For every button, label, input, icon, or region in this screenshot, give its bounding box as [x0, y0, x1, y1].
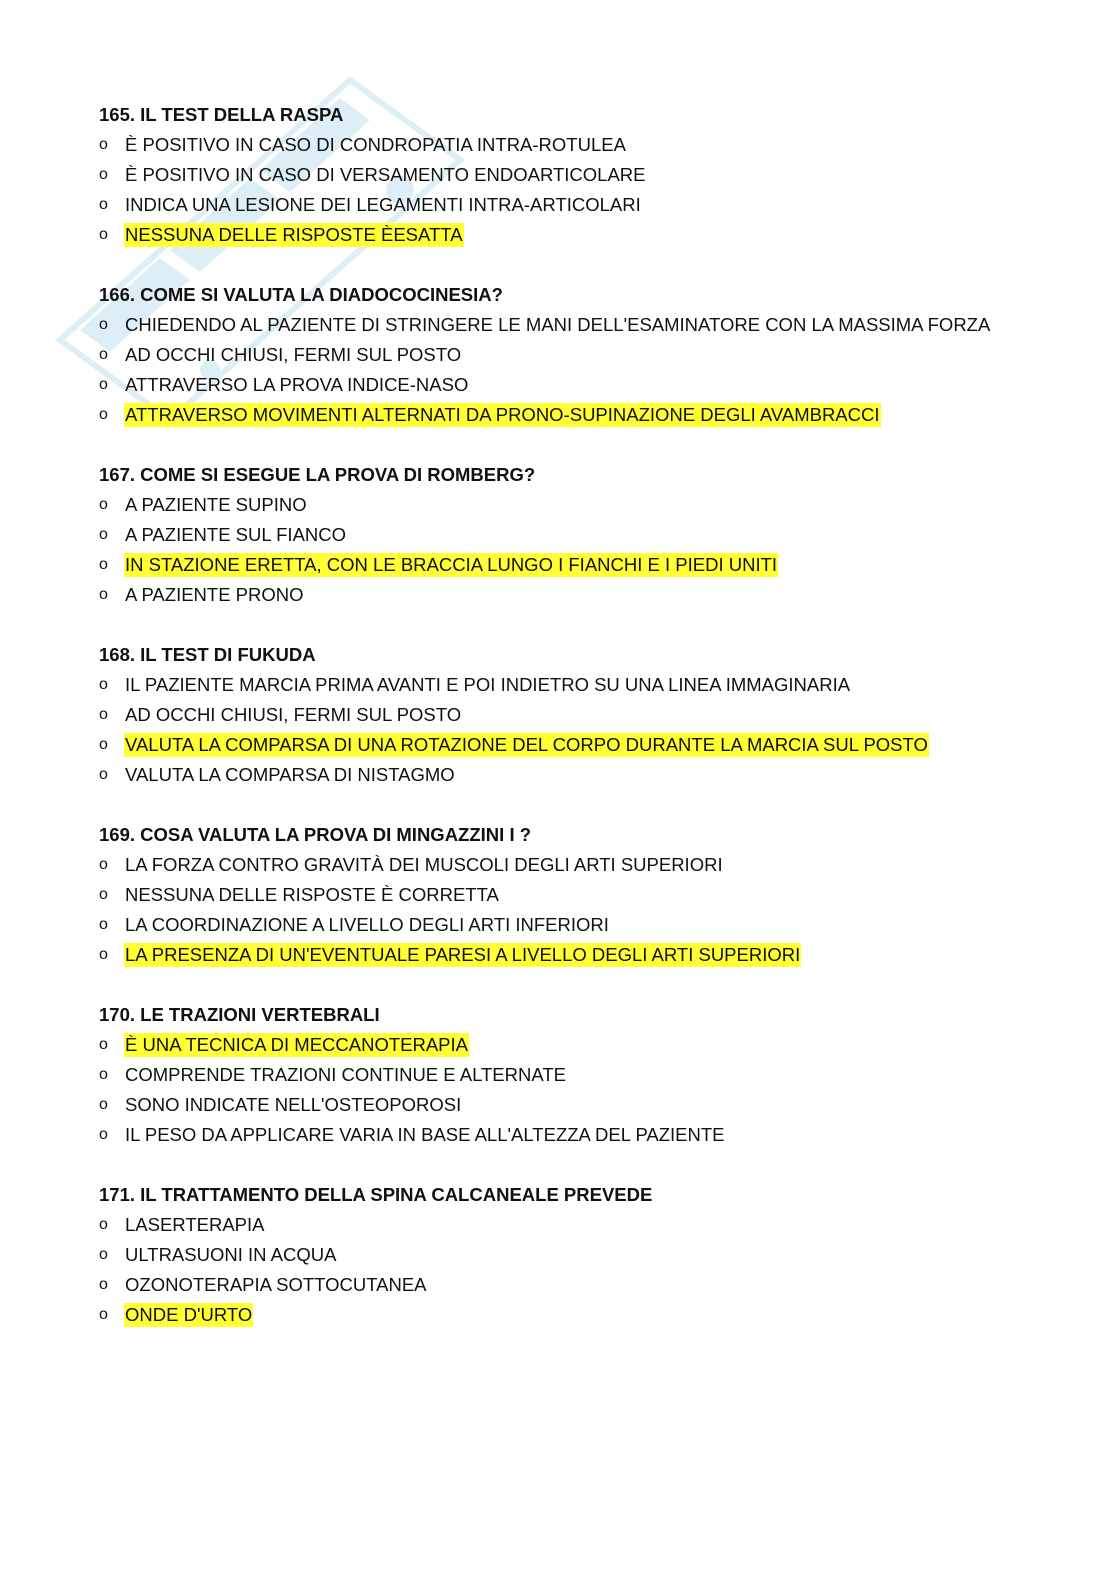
answer-option[interactable] — [99, 400, 1059, 430]
answer-text: IL PESO DA APPLICARE VARIA IN BASE ALL'ALTEZZA DEL PAZIENTE — [125, 1124, 725, 1145]
answer-text: A PAZIENTE PRONO — [125, 584, 304, 605]
answer-option[interactable] — [99, 1210, 1059, 1240]
answer-text: A PAZIENTE SUPINO — [125, 494, 307, 515]
question-title: 169. COSA VALUTA LA PROVA DI MINGAZZINI I ? — [99, 824, 532, 845]
answer-text: OZONOTERAPIA SOTTOCUTANEA — [125, 1274, 427, 1295]
circle-bullet-icon: o — [99, 136, 108, 153]
answer-text: È POSITIVO IN CASO DI VERSAMENTO ENDOARTICOLARE — [125, 164, 646, 185]
answer-option[interactable] — [99, 880, 1059, 910]
quiz-content — [99, 100, 1059, 1360]
question-block — [99, 460, 1059, 610]
circle-bullet-icon: o — [99, 736, 108, 753]
question-title: 165. IL TEST DELLA RASPA — [99, 104, 344, 125]
answer-text: ULTRASUONI IN ACQUA — [125, 1244, 337, 1265]
circle-bullet-icon: o — [99, 586, 108, 603]
circle-bullet-icon: o — [99, 946, 108, 963]
circle-bullet-icon: o — [99, 1306, 108, 1323]
question-block — [99, 820, 1059, 970]
circle-bullet-icon: o — [99, 406, 108, 423]
answer-option[interactable] — [99, 310, 1059, 340]
circle-bullet-icon: o — [99, 346, 108, 363]
answer-text: CHIEDENDO AL PAZIENTE DI STRINGERE LE MANI DELL'ESAMINATORE CON LA MASSIMA FORZA — [125, 314, 991, 335]
circle-bullet-icon: o — [99, 1126, 108, 1143]
question-title: 166. COME SI VALUTA LA DIADOCOCINESIA? — [99, 284, 503, 305]
circle-bullet-icon: o — [99, 1216, 108, 1233]
answer-option[interactable] — [99, 130, 1059, 160]
circle-bullet-icon: o — [99, 856, 108, 873]
answer-option[interactable] — [99, 1270, 1059, 1300]
answer-option[interactable] — [99, 730, 1059, 760]
answer-option[interactable] — [99, 1300, 1059, 1330]
correct-answer-text: VALUTA LA COMPARSA DI UNA ROTAZIONE DEL CORPO DURANTE LA MARCIA SUL POSTO — [125, 734, 928, 755]
answer-option[interactable] — [99, 910, 1059, 940]
question-block — [99, 100, 1059, 250]
answer-text: ATTRAVERSO LA PROVA INDICE-NASO — [125, 374, 469, 395]
question-title: 168. IL TEST DI FUKUDA — [99, 644, 316, 665]
circle-bullet-icon: o — [99, 1276, 108, 1293]
answer-option[interactable] — [99, 760, 1059, 790]
answer-option[interactable] — [99, 700, 1059, 730]
circle-bullet-icon: o — [99, 556, 108, 573]
circle-bullet-icon: o — [99, 766, 108, 783]
answer-option[interactable] — [99, 340, 1059, 370]
circle-bullet-icon: o — [99, 166, 108, 183]
answer-option[interactable] — [99, 490, 1059, 520]
answer-text: SONO INDICATE NELL'OSTEOPOROSI — [125, 1094, 462, 1115]
circle-bullet-icon: o — [99, 376, 108, 393]
circle-bullet-icon: o — [99, 1246, 108, 1263]
answer-text: INDICA UNA LESIONE DEI LEGAMENTI INTRA-ARTICOLARI — [125, 194, 641, 215]
question-title: 171. IL TRATTAMENTO DELLA SPINA CALCANEALE PREVEDE — [99, 1184, 653, 1205]
answer-option[interactable] — [99, 160, 1059, 190]
circle-bullet-icon: o — [99, 916, 108, 933]
correct-answer-text: ONDE D'URTO — [125, 1304, 253, 1325]
question-block — [99, 1180, 1059, 1330]
correct-answer-text: ATTRAVERSO MOVIMENTI ALTERNATI DA PRONO-SUPINAZIONE DEGLI AVAMBRACCI — [125, 404, 880, 425]
answer-text: AD OCCHI CHIUSI, FERMI SUL POSTO — [125, 704, 462, 725]
circle-bullet-icon: o — [99, 526, 108, 543]
answer-option[interactable] — [99, 370, 1059, 400]
answer-option[interactable] — [99, 940, 1059, 970]
correct-answer-text: LA PRESENZA DI UN'EVENTUALE PARESI A LIVELLO DEGLI ARTI SUPERIORI — [125, 944, 801, 965]
answer-text: LA FORZA CONTRO GRAVITÀ DEI MUSCOLI DEGLI ARTI SUPERIORI — [125, 854, 723, 875]
answer-option[interactable] — [99, 850, 1059, 880]
answer-option[interactable] — [99, 190, 1059, 220]
answer-option[interactable] — [99, 580, 1059, 610]
question-block — [99, 1000, 1059, 1150]
answer-text: COMPRENDE TRAZIONI CONTINUE E ALTERNATE — [125, 1064, 566, 1085]
answer-text: VALUTA LA COMPARSA DI NISTAGMO — [125, 764, 455, 785]
answer-text: A PAZIENTE SUL FIANCO — [125, 524, 347, 545]
answer-text: AD OCCHI CHIUSI, FERMI SUL POSTO — [125, 344, 462, 365]
correct-answer-text: È UNA TECNICA DI MECCANOTERAPIA — [125, 1034, 468, 1055]
answer-option[interactable] — [99, 1030, 1059, 1060]
circle-bullet-icon: o — [99, 706, 108, 723]
answer-text: IL PAZIENTE MARCIA PRIMA AVANTI E POI INDIETRO SU UNA LINEA IMMAGINARIA — [125, 674, 851, 695]
answer-option[interactable] — [99, 1240, 1059, 1270]
circle-bullet-icon: o — [99, 496, 108, 513]
answer-option[interactable] — [99, 520, 1059, 550]
question-block — [99, 280, 1059, 430]
circle-bullet-icon: o — [99, 316, 108, 333]
circle-bullet-icon: o — [99, 886, 108, 903]
answer-option[interactable] — [99, 1120, 1059, 1150]
question-title: 170. LE TRAZIONI VERTEBRALI — [99, 1004, 380, 1025]
answer-text: NESSUNA DELLE RISPOSTE È CORRETTA — [125, 884, 499, 905]
circle-bullet-icon: o — [99, 676, 108, 693]
circle-bullet-icon: o — [99, 1036, 108, 1053]
answer-option[interactable] — [99, 1060, 1059, 1090]
circle-bullet-icon: o — [99, 1096, 108, 1113]
answer-option[interactable] — [99, 1090, 1059, 1120]
correct-answer-text: IN STAZIONE ERETTA, CON LE BRACCIA LUNGO I FIANCHI E I PIEDI UNITI — [125, 554, 778, 575]
answer-text: LA COORDINAZIONE A LIVELLO DEGLI ARTI INFERIORI — [125, 914, 609, 935]
answer-text: È POSITIVO IN CASO DI CONDROPATIA INTRA-ROTULEA — [125, 134, 626, 155]
answer-option[interactable] — [99, 670, 1059, 700]
circle-bullet-icon: o — [99, 196, 108, 213]
question-block — [99, 640, 1059, 790]
question-title: 167. COME SI ESEGUE LA PROVA DI ROMBERG? — [99, 464, 536, 485]
answer-text: LASERTERAPIA — [125, 1214, 265, 1235]
correct-answer-text: NESSUNA DELLE RISPOSTE ÈESATTA — [125, 224, 463, 245]
answer-option[interactable] — [99, 550, 1059, 580]
circle-bullet-icon: o — [99, 226, 108, 243]
circle-bullet-icon: o — [99, 1066, 108, 1083]
answer-option[interactable] — [99, 220, 1059, 250]
